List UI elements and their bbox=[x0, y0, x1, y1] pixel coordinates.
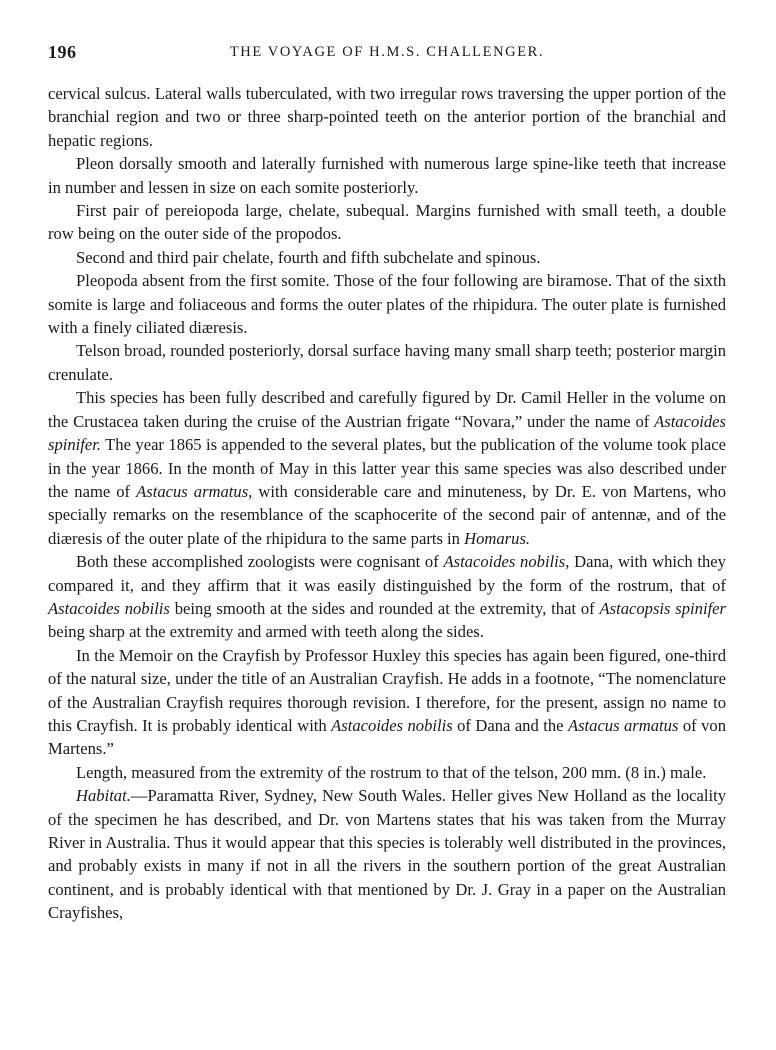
paragraph-6 bbox=[48, 339, 726, 386]
species-name: Astacoides nobilis bbox=[331, 715, 453, 735]
paragraph-text: being smooth at the sides and rounded at the extremity, that of bbox=[169, 598, 600, 618]
species-name: Astacus armatus, bbox=[136, 481, 253, 501]
paragraph-4 bbox=[48, 246, 726, 269]
paragraph-3 bbox=[48, 199, 726, 246]
running-head bbox=[48, 42, 726, 68]
paragraph-text: of Dana and the bbox=[452, 715, 568, 735]
paragraph-text: Length, measured from the extremity of the rostrum to that of the telson, 200 mm. (8 in.) male. bbox=[76, 762, 707, 782]
paragraph-text: Telson broad, rounded posteriorly, dorsal surface having many small sharp teeth; posterior margin crenulate. bbox=[48, 341, 726, 384]
paragraph-text: being sharp at the extremity and armed with teeth along the sides. bbox=[48, 622, 484, 642]
paragraph-1 bbox=[48, 82, 726, 152]
paragraph-text: Second and third pair chelate, fourth and fifth subchelate and spinous. bbox=[76, 247, 541, 267]
species-name: Astacus armatus bbox=[567, 715, 679, 735]
paragraph-8 bbox=[48, 550, 726, 644]
paragraph-text: In the Memoir on the Crayfish by Professor Huxley this species has again been figured, one-third of the natural size, under the title of an Australian Crayfish. He adds in a footnote, “The nomenclature of the Australian Crayfish requires thorough revision. I therefore, for the present, assign no name to this Crayfish. It is probably identical with bbox=[48, 645, 726, 735]
paragraph-text: of von Martens.” bbox=[48, 715, 726, 759]
document-page bbox=[48, 42, 726, 925]
paragraph-11 bbox=[48, 784, 726, 924]
paragraph-9 bbox=[48, 644, 726, 761]
paragraph-7 bbox=[48, 386, 726, 550]
page-number: 196 bbox=[48, 42, 77, 62]
paragraph-text: This species has been fully described and carefully figured by Dr. Camil Heller in the volume on the Crustacea taken during the cruise of the Austrian frigate “Novara,” under the name of bbox=[48, 388, 726, 431]
genus-name: Homarus. bbox=[464, 528, 531, 548]
species-name: Astacoides nobilis bbox=[48, 598, 170, 618]
paragraph-text: cervical sulcus. Lateral walls tuberculated, with two irregular rows traversing the upper portion of the branchial region and two or three sharp-pointed teeth on the anterior portion of the branchial and hepatic regions. bbox=[48, 84, 726, 150]
paragraph-text: The year 1865 is appended to the several plates, but the publication of the volume took place in the year 1866. In the month of May in this latter year this same species was also described under the name of bbox=[48, 435, 726, 501]
paragraph-text: Pleon dorsally smooth and laterally furnished with numerous large spine-like teeth that increase in number and lessen in size on each somite posteriorly. bbox=[48, 154, 726, 197]
section-label-habitat: Habitat. bbox=[76, 786, 131, 806]
paragraph-10 bbox=[48, 761, 726, 784]
paragraph-text: First pair of pereiopoda large, chelate, subequal. Margins furnished with small teeth, a double row being on the outer side of the propodos. bbox=[48, 201, 726, 244]
paragraph-2 bbox=[48, 152, 726, 199]
paragraph-text: with considerable care and minuteness, by Dr. E. von Martens, who specially remarks on the resemblance of the scaphocerite of the second pair of antennæ, and of the diæresis of the outer plate of the rhipidura to the same parts in bbox=[48, 481, 726, 548]
paragraph-5 bbox=[48, 269, 726, 339]
running-title: THE VOYAGE OF H.M.S. CHALLENGER. bbox=[229, 44, 545, 60]
species-name: Astacoides nobilis, bbox=[443, 552, 570, 572]
body-text bbox=[48, 82, 726, 925]
paragraph-text: —Paramatta River, Sydney, New South Wales. Heller gives New Holland as the locality of the specimen he has described, and Dr. von Martens states that his was taken from the Murray River in Australia. Thus it would appear that this species is tolerably well distributed in the provinces, and probably exists in many if not in all the rivers in the southern portion of the great Australian continent, and is probably identical with that mentioned by Dr. J. Gray in a paper on the Australian Crayfishes, bbox=[48, 786, 726, 923]
paragraph-text: Both these accomplished zoologists were cognisant of bbox=[76, 552, 444, 572]
species-name: Astacopsis spinifer bbox=[599, 598, 726, 618]
species-name: Astacoides spinifer. bbox=[48, 411, 726, 455]
paragraph-text: Pleopoda absent from the first somite. Those of the four following are biramose. That of the sixth somite is large and foliaceous and forms the outer plates of the rhipidura. The outer plate is furnished with a finely ciliated diæresis. bbox=[48, 271, 726, 338]
paragraph-text: Dana, with which they compared it, and they affirm that it was easily distinguished by the form of the rostrum, that of bbox=[48, 552, 726, 595]
